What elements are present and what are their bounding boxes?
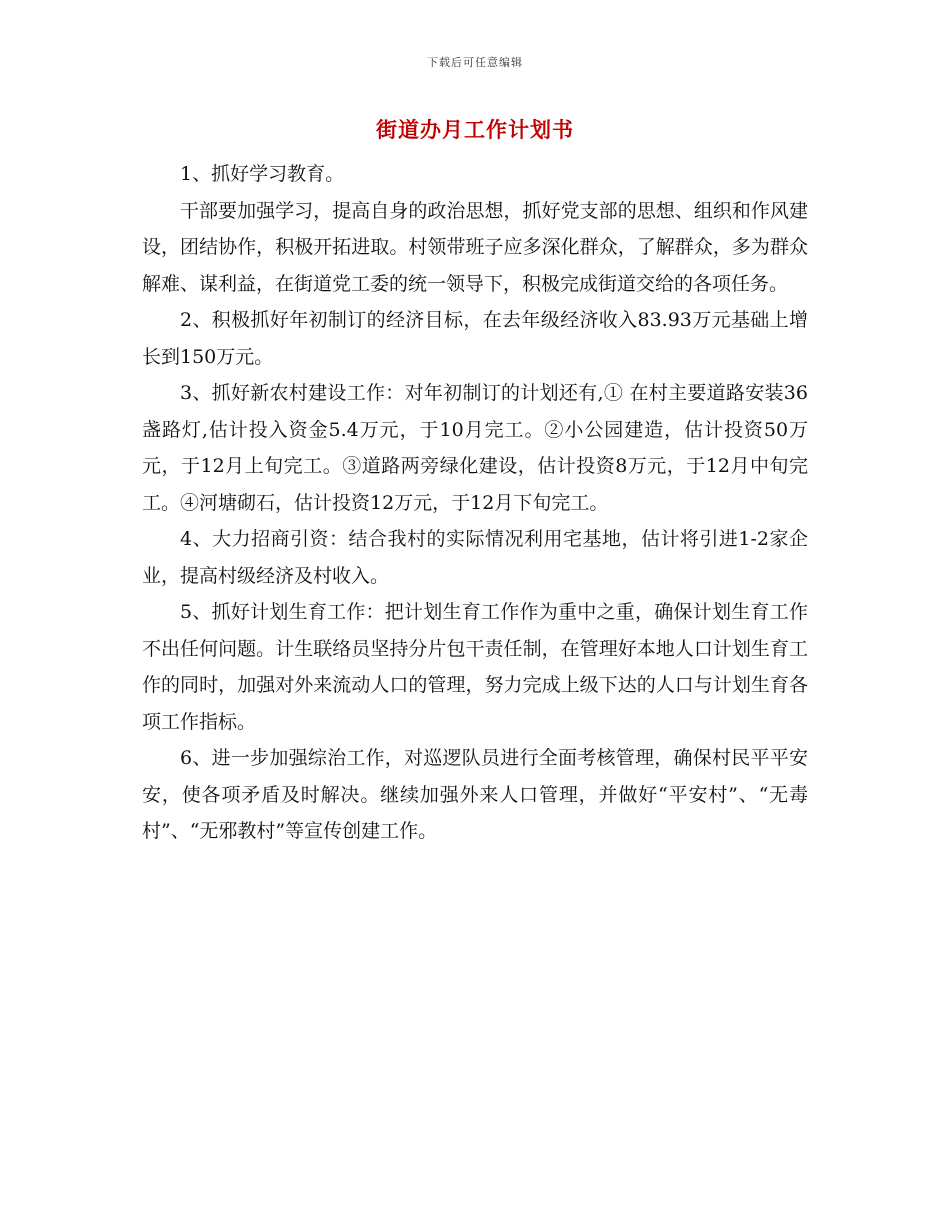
- document-body: [142, 156, 808, 850]
- paragraph-1: 1、抓好学习教育。: [180, 163, 345, 185]
- paragraph-3: 2、积极抓好年初制订的经济目标，在去年级经济收入83.93万元基础上增长到150万元。: [142, 309, 808, 368]
- paragraph-6: 5、抓好计划生育工作：把计划生育工作作为重中之重，确保计划生育工作不出任何问题。计生联络员坚持分片包干责任制，在管理好本地人口计划生育工作的同时，加强对外来流动人口的管理，努力完成上级下达的人口与计划生育各项工作指标。: [142, 601, 808, 733]
- header-note: 下载后可任意编辑: [427, 56, 523, 69]
- paragraph-7: 6、进一步加强综治工作，对巡逻队员进行全面考核管理，确保村民平平安安，使各项矛盾及时解决。继续加强外来人口管理，并做好“平安村”、“无毒村”、“无邪教村”等宣传创建工作。: [142, 747, 808, 842]
- paragraph-4: 3、抓好新农村建设工作：对年初制订的计划还有,① 在村主要道路安装36盏路灯,估计投入资金5.4万元，于10月完工。②小公园建造，估计投资50万元，于12月上旬完工。③道路两旁绿化建设，估计投资8万元，于12月中旬完工。④河塘砌石，估计投资12万元，于12月下旬完工。: [142, 382, 808, 514]
- paragraph-2: 干部要加强学习，提高自身的政治思想，抓好党支部的思想、组织和作风建设，团结协作，积极开拓进取。村领带班子应多深化群众，了解群众，多为群众解难、谋利益，在街道党工委的统一领导下，积极完成街道交给的各项任务。: [142, 199, 808, 295]
- paragraph-5: 4、大力招商引资：结合我村的实际情况利用宅基地，估计将引进1-2家企业，提高村级经济及村收入。: [142, 528, 808, 587]
- document-title: 街道办月工作计划书: [376, 118, 574, 142]
